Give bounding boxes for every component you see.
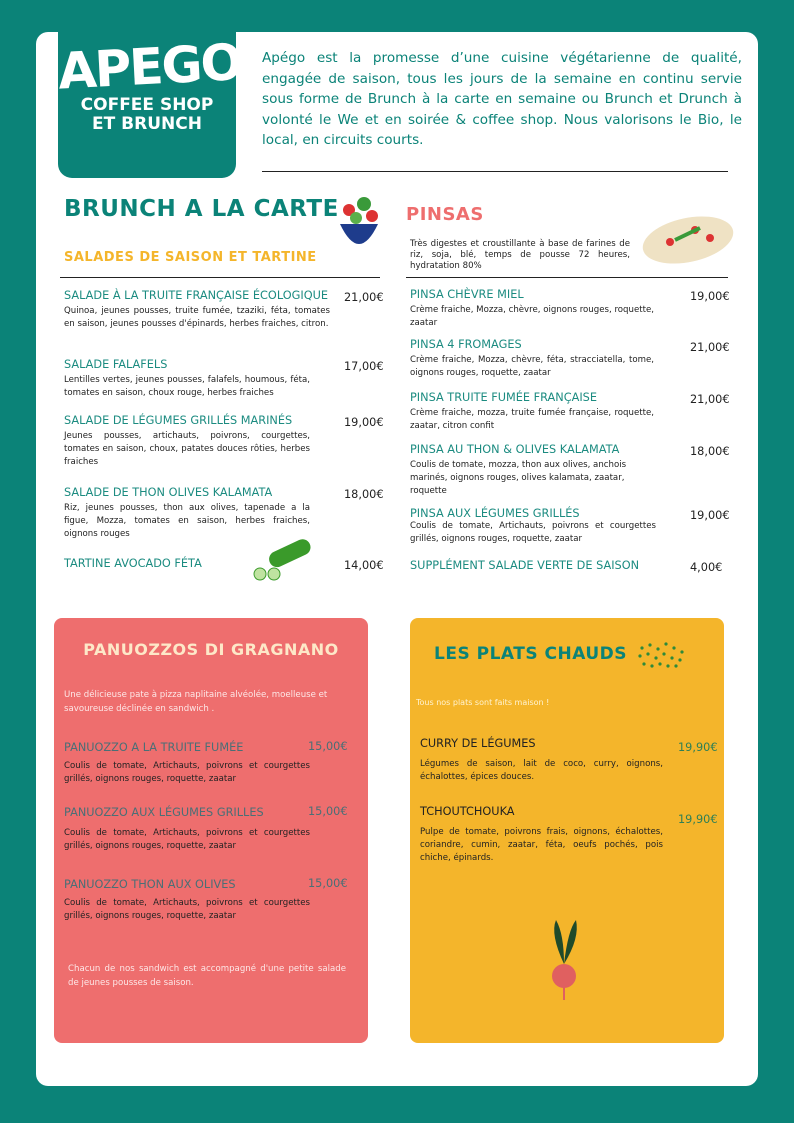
price: 18,00€ bbox=[344, 488, 384, 501]
menu-item: PANUOZZO AUX LÉGUMES GRILLES Coulis de tomate, Artichauts, poivrons et courgettes grillés, oignons rouges, roquette, zaatar bbox=[64, 806, 310, 851]
panuozzos-title: PANUOZZOS DI GRAGNANO bbox=[83, 640, 339, 659]
price: 15,00€ bbox=[308, 805, 348, 818]
price: 19,90€ bbox=[678, 813, 718, 826]
pinsas-intro: Très digestes et croustillante à base de farines de riz, soja, blé, temps de pousse 72 heures, hydratation 80% bbox=[410, 239, 630, 271]
pinsa-icon bbox=[640, 210, 736, 270]
plats-title: LES PLATS CHAUDS bbox=[434, 644, 627, 664]
menu-item: PINSA TRUITE FUMÉE FRANÇAISE Crème fraiche, mozza, truite fumée française, roquette, zaatar, citron confit bbox=[410, 391, 654, 431]
price: 19,00€ bbox=[690, 509, 730, 522]
intro-text: Apégo est la promesse d’une cuisine végétarienne de qualité, engagée de saison, tous les jours de la semaine en continu servie sous forme de Brunch à la carte en semaine ou Brunch et Drunch à volonté le We et en soirée & coffee shop. Nous valorisons le Bio, le local, en circuits courts. bbox=[262, 50, 742, 148]
price: 21,00€ bbox=[690, 393, 730, 406]
menu-item: TARTINE AVOCADO FÉTA bbox=[64, 557, 202, 570]
divider bbox=[262, 171, 728, 172]
price: 17,00€ bbox=[344, 360, 384, 373]
menu-item: SALADE DE THON OLIVES KALAMATA Riz, jeunes pousses, thon aux olives, tapenade a la figue, Mozza, tomates en saison, herbes fraiches, oignons rouges bbox=[64, 486, 310, 539]
menu-item: TCHOUTCHOUKA Pulpe de tomate, poivrons frais, oignons, échalottes, coriandre, cumin, zaatar, féta, oeufs pochés, pois chiche, épinards. bbox=[420, 805, 663, 863]
price: 14,00€ bbox=[344, 559, 384, 572]
menu-item: PANUOZZO A LA TRUITE FUMÉE Coulis de tomate, Artichauts, poivrons et courgettes grillés, oignons rouges, roquette, zaatar bbox=[64, 741, 310, 784]
menu-item: PINSA 4 FROMAGES Crème fraiche, Mozza, chèvre, féta, stracciatella, tome, oignons rouges, roquette, zaatar bbox=[410, 338, 654, 378]
salad-bowl-icon bbox=[334, 194, 384, 258]
menu-item: CURRY DE LÉGUMES Légumes de saison, lait de coco, curry, oignons, échalottes, épices douces. bbox=[420, 737, 663, 782]
divider bbox=[60, 277, 380, 278]
brunch-title: BRUNCH A LA CARTE bbox=[64, 196, 339, 222]
menu-item: SALADE À LA TRUITE FRANÇAISE ÉCOLOGIQUE Quinoa, jeunes pousses, truite fumée, tzaziki, féta, tomates en saison, jeunes pousses d'épinards, herbes fraiches, citron. bbox=[64, 289, 330, 329]
pinsas-title: PINSAS bbox=[406, 204, 484, 225]
price: 19,00€ bbox=[690, 290, 730, 303]
menu-item: SALADE FALAFELS Lentilles vertes, jeunes pousses, falafels, houmous, féta, tomates en saison, choux rouge, herbes fraiches bbox=[64, 358, 310, 398]
brunch-subtitle: SALADES DE SAISON ET TARTINE bbox=[64, 250, 317, 265]
price: 15,00€ bbox=[308, 740, 348, 753]
logo: APEGO COFFEE SHOP ET BRUNCH bbox=[58, 32, 236, 178]
menu-item: SUPPLÉMENT SALADE VERTE DE SAISON bbox=[410, 559, 640, 572]
price: 4,00€ bbox=[690, 561, 723, 574]
dots-icon bbox=[636, 640, 688, 672]
price: 21,00€ bbox=[344, 291, 384, 304]
price: 18,00€ bbox=[690, 445, 730, 458]
price: 19,90€ bbox=[678, 741, 718, 754]
price: 21,00€ bbox=[690, 341, 730, 354]
menu-item: PINSA CHÈVRE MIEL Crème fraiche, Mozza, chèvre, oignons rouges, roquette, zaatar bbox=[410, 288, 654, 328]
menu-item: PINSA AUX LÉGUMES GRILLÉS Coulis de tomate, Artichauts, poivrons et courgettes grillés, oignons rouges, roquette, zaatar bbox=[410, 507, 656, 544]
divider bbox=[406, 277, 728, 278]
panuozzos-intro: Une délicieuse pate à pizza naplitaine alvéolée, moelleuse et savoureuse déclinée en sandwich . bbox=[64, 690, 328, 714]
price: 15,00€ bbox=[308, 877, 348, 890]
menu-item: PANUOZZO THON AUX OLIVES Coulis de tomate, Artichauts, poivrons et courgettes grillés, oignons rouges, roquette, zaatar bbox=[64, 878, 310, 921]
menu-item: SALADE DE LÉGUMES GRILLÉS MARINÉS Jeunes pousses, artichauts, poivrons, courgettes, tomates en saison, choux, patates douces rôties, herbes fraiches bbox=[64, 414, 310, 467]
plats-intro: Tous nos plats sont faits maison ! bbox=[416, 698, 550, 707]
beet-icon bbox=[544, 914, 584, 1004]
menu-item: PINSA AU THON & OLIVES KALAMATA Coulis de tomate, mozza, thon aux olives, anchois marinés, oignons rouges, olives kalamata, zaatar, roquette bbox=[410, 443, 627, 496]
cucumber-icon bbox=[248, 538, 312, 584]
panuozzos-note: Chacun de nos sandwich est accompagné d'une petite salade de jeunes pousses de saison. bbox=[68, 964, 346, 988]
price: 19,00€ bbox=[344, 416, 384, 429]
